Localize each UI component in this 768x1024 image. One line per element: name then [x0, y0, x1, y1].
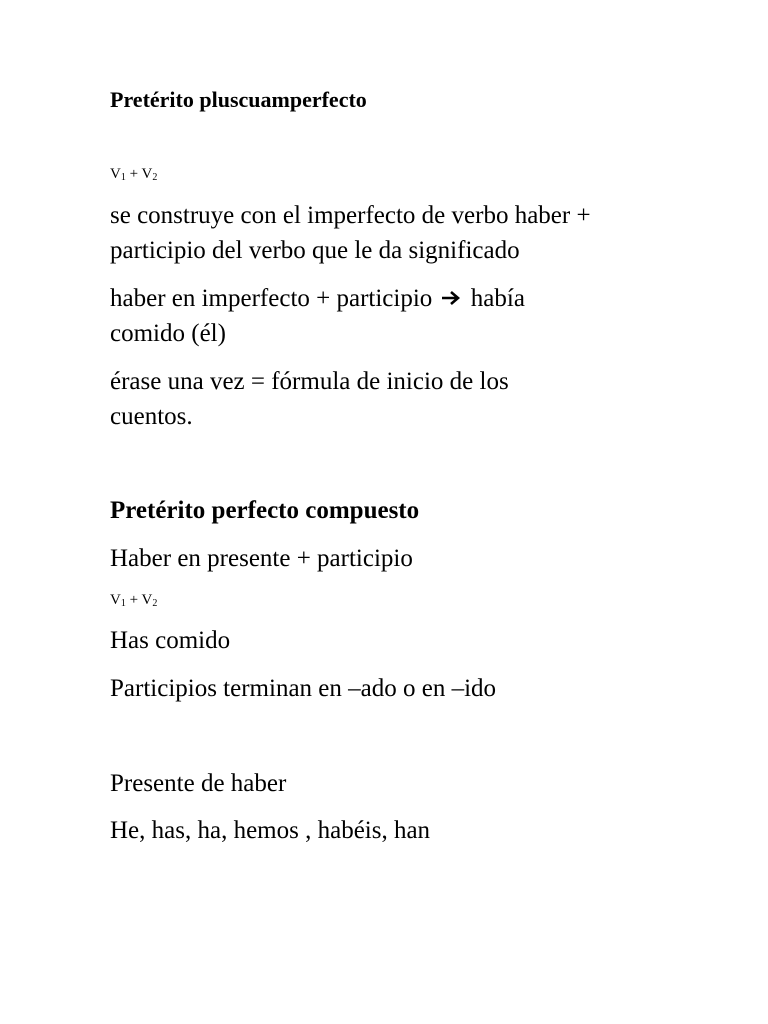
- rule-line-1: [110, 281, 525, 316]
- heading-presente-haber: Presente de haber: [110, 770, 287, 797]
- formula-sub1: 1: [120, 598, 126, 609]
- participles-endings: Participios terminan en –ado o en –ido: [110, 675, 497, 702]
- definition-line-2: participio del verbo que le da significado: [110, 237, 520, 264]
- rule-part-2: había: [470, 285, 525, 312]
- formula-v2: V: [141, 592, 153, 608]
- rule-haber-presente: Haber en presente + participio: [110, 545, 413, 572]
- formula-sub1: 1: [120, 172, 126, 183]
- rule-part-1: haber en imperfecto + participio: [110, 285, 433, 312]
- heading-perfecto-compuesto: Pretérito perfecto compuesto: [110, 497, 420, 524]
- formula-plus: +: [125, 166, 142, 182]
- heading-pluscuamperfecto: Pretérito pluscuamperfecto: [110, 87, 367, 112]
- formula-sub2: 2: [152, 172, 158, 183]
- formula-v2: V: [141, 166, 153, 182]
- rule-line-2: comido (él): [110, 320, 226, 347]
- note-line-2: cuentos.: [110, 403, 193, 430]
- formula-v1: V: [110, 166, 121, 182]
- formula-v1: V: [110, 592, 121, 608]
- example-has-comido: Has comido: [110, 627, 231, 654]
- right-arrow-icon: [441, 289, 461, 307]
- formula-sub2: 2: [152, 598, 158, 609]
- haber-forms: He, has, ha, hemos , habéis, han: [110, 817, 431, 844]
- definition-line-1: se construye con el imperfecto de verbo haber +: [110, 202, 591, 229]
- note-line-1: érase una vez = fórmula de inicio de los: [110, 368, 509, 395]
- formula-v1-v2: [110, 166, 157, 183]
- formula-v1-v2-2: [110, 592, 157, 609]
- formula-plus: +: [125, 592, 142, 608]
